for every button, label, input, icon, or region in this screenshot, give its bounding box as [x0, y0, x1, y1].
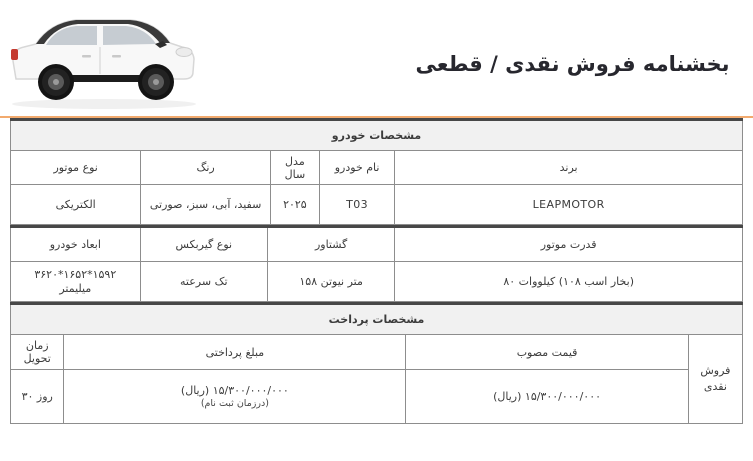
dimensions-numbers: ۳۶۲۰‎*۱۶۵۲‎*۱۵۹۲ — [34, 268, 117, 281]
approved-price-header: قیمت مصوب — [406, 335, 689, 370]
payment-amount-header: مبلغ پرداختی — [64, 335, 406, 370]
car-name-header: نام خودرو — [319, 151, 394, 185]
color-value: سفید، آبی، سبز، صورتی — [141, 185, 271, 225]
engine-power-header: قدرت موتور — [395, 227, 743, 262]
brand-value: LEAPMOTOR — [395, 185, 743, 225]
car-name-value: T03 — [319, 185, 394, 225]
engine-power-value: ۸۰‎ کیلووات‎ (۱۰۸‎ اسب‎ بخار‎) — [395, 262, 743, 302]
payment-amount-value — [64, 370, 406, 424]
brand-header: برند — [395, 151, 743, 185]
dimensions-header: ابعاد خودرو — [11, 227, 141, 262]
delivery-time-value: ۳۰‎ روز — [11, 370, 64, 424]
gearbox-value: تک سرعته — [140, 262, 267, 302]
page-title: بخشنامه فروش نقدی / قطعی — [415, 52, 730, 76]
torque-header: گشتاور — [267, 227, 394, 262]
payment-table — [10, 302, 743, 424]
model-year-value: ۲۰۲۵ — [270, 185, 319, 225]
car-image — [0, 3, 208, 113]
approved-price-value: ۱۵/۳۰۰/۰۰۰/۰۰۰ (ریال) — [406, 370, 689, 424]
payment-amount-number: ۱۵/۳۰۰/۰۰۰/۰۰۰ (ریال) — [180, 384, 289, 397]
delivery-time-header: زمان تحویل — [11, 335, 64, 370]
dimensions-value — [11, 262, 141, 302]
payment-table-title: مشخصات پرداخت — [11, 304, 743, 335]
model-year-header: مدل سال — [270, 151, 319, 185]
dimensions-unit: میلیمتر — [59, 282, 92, 295]
engine-type-value: الکتریکی — [11, 185, 141, 225]
vehicle-table-title: مشخصات خودرو — [11, 120, 743, 151]
powertrain-table — [10, 225, 743, 302]
header — [0, 0, 753, 116]
color-header: رنگ — [141, 151, 271, 185]
cash-sale-row-label: فروش نقدی — [688, 335, 742, 424]
torque-value: ۱۵۸‎ نیوتن‎ متر — [267, 262, 394, 302]
car-illustration — [0, 3, 208, 113]
engine-type-header: نوع موتور — [11, 151, 141, 185]
gearbox-header: نوع گیربکس — [140, 227, 267, 262]
vehicle-spec-table — [10, 118, 743, 225]
payment-amount-note: (درزمان ثبت نام) — [200, 398, 269, 409]
